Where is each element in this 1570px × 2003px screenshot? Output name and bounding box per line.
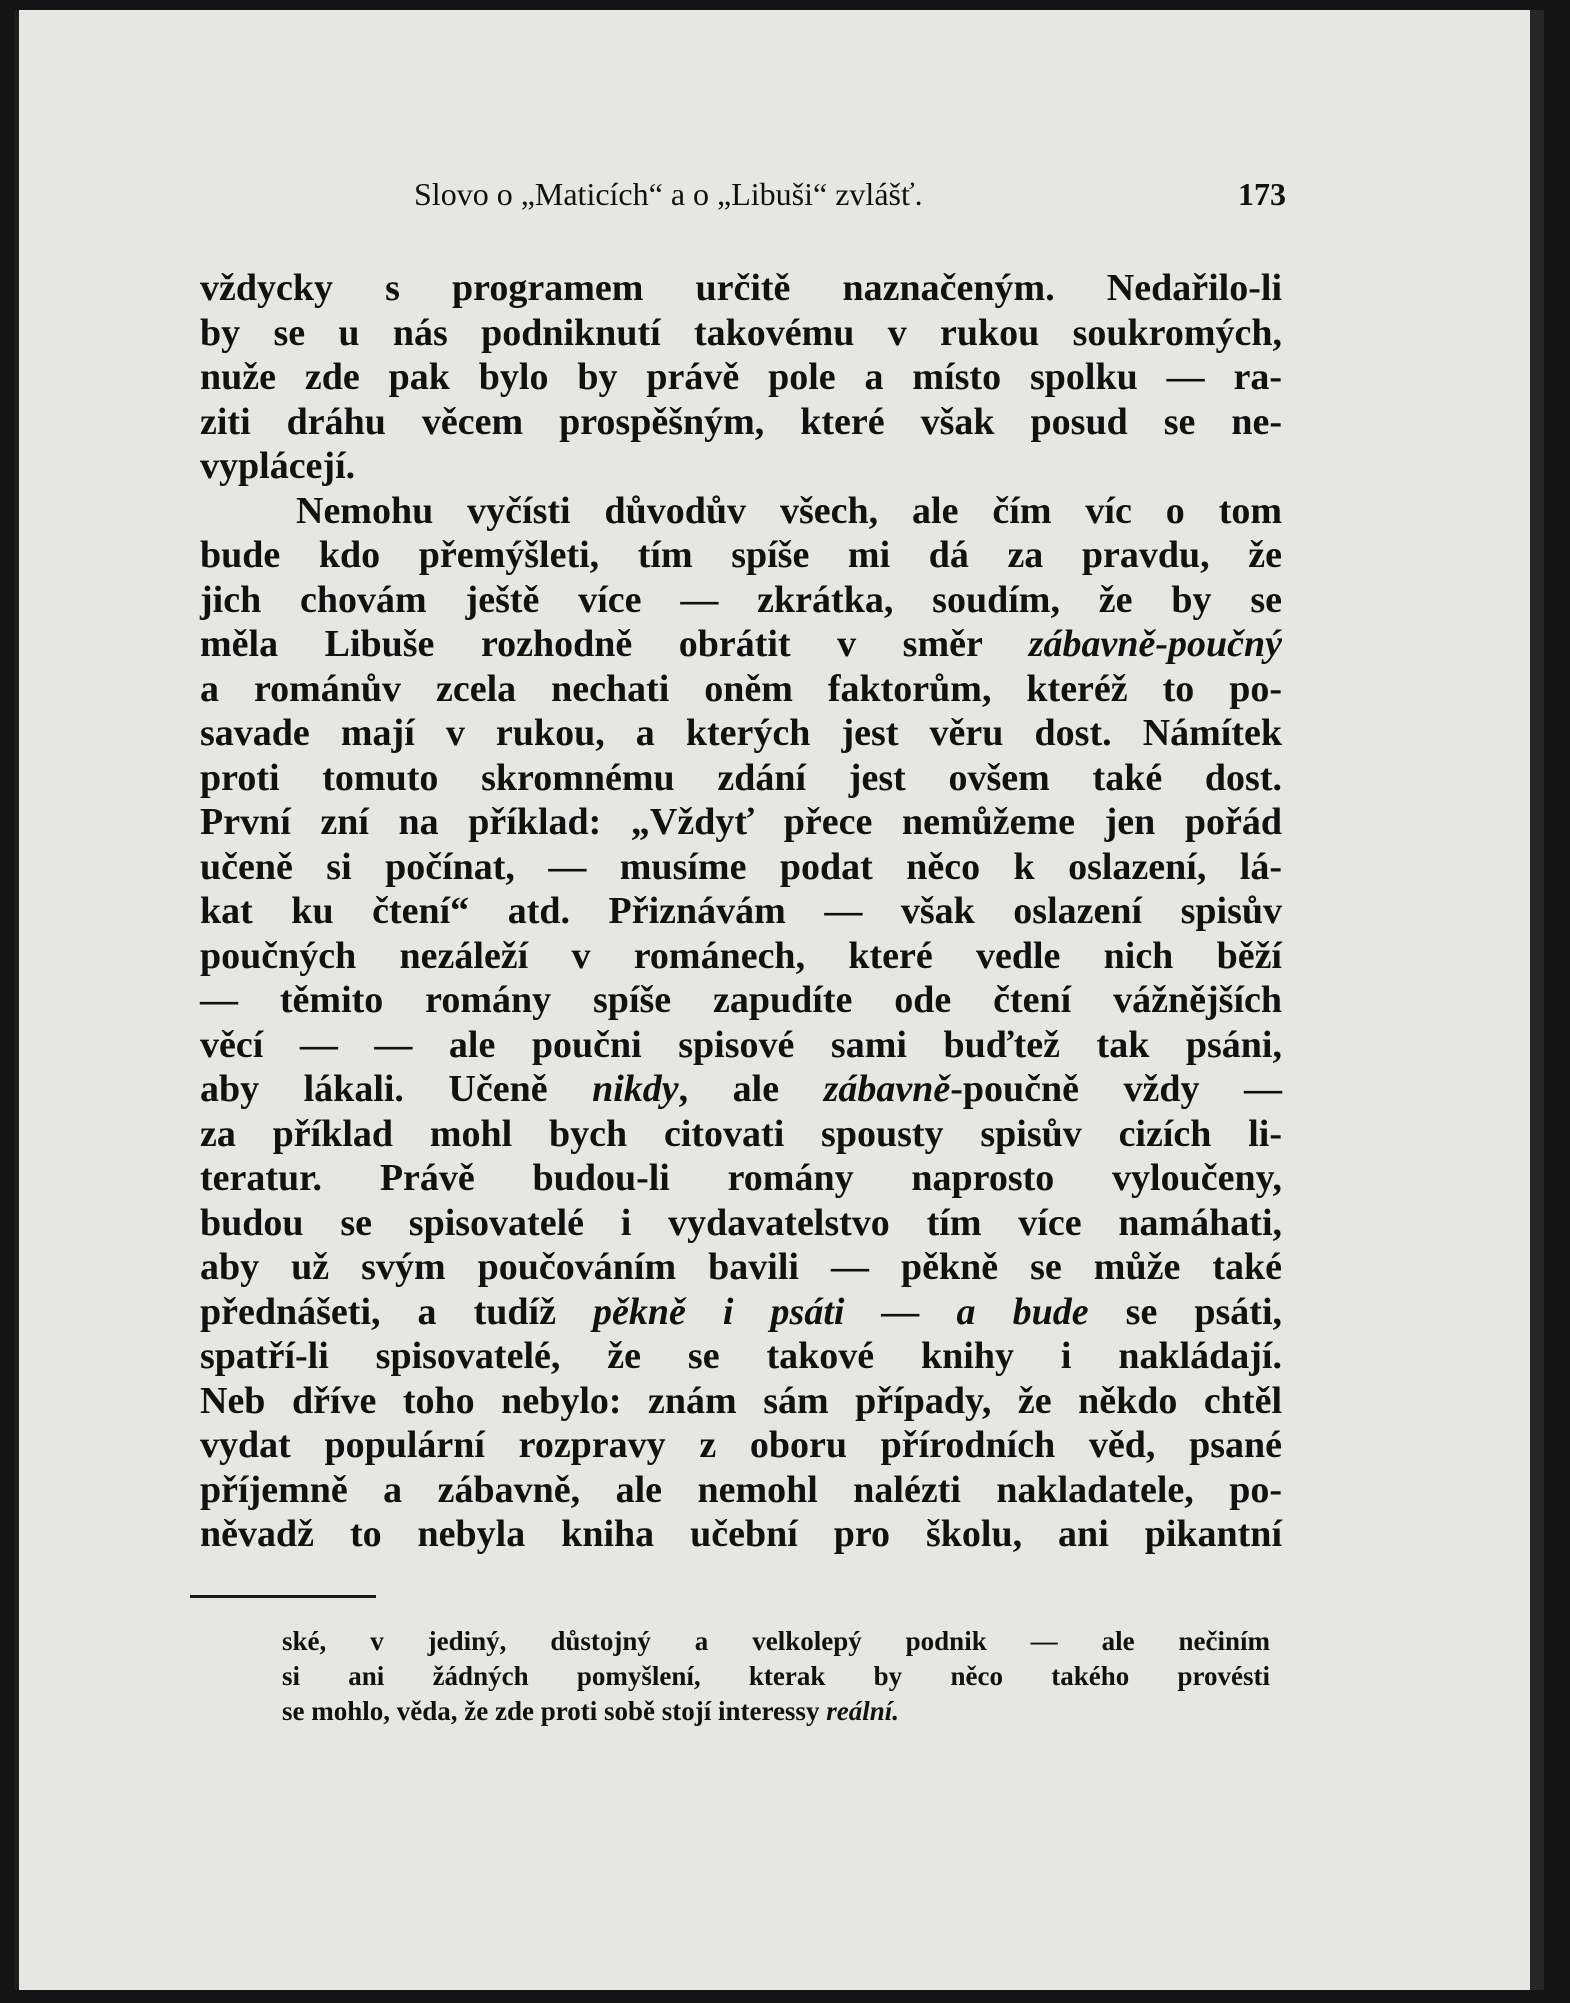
footnote-line: si ani žádných pomyšlení, kterak by něco takého provésti — [282, 1661, 1270, 1691]
page-number: 173 — [1238, 176, 1286, 212]
text-run: přednášeti, a tudíž — [200, 1290, 594, 1333]
running-title: Slovo o „Maticích“ a o „Libuši“ zvlášť. — [414, 176, 923, 212]
text-line — [200, 1290, 1282, 1335]
text-line — [200, 1067, 1282, 1112]
text-line: vyplácejí. — [200, 445, 356, 487]
text-line: kat ku čtení“ atd. Přiznávám — však oslazení spisův — [200, 890, 1282, 932]
footnote-line: ské, v jediný, důstojný a velkolepý podnik — ale nečiním — [282, 1626, 1270, 1656]
text-line: učeně si počínat, — musíme podat něco k oslazení, lá- — [200, 845, 1282, 888]
text-line: aby už svým poučováním bavili — pěkně se může také — [200, 1246, 1282, 1288]
emphasis: nikdy — [592, 1068, 679, 1110]
scan-edge-left — [14, 10, 19, 1990]
scan-edge-right — [1530, 10, 1544, 1990]
text-line: a románův zcela nechati oněm faktorům, kteréž to po- — [200, 667, 1282, 710]
text-run: se mohlo, věda, že zde proti sobě stojí interessy — [282, 1696, 827, 1726]
text-run: , ale — [678, 1068, 824, 1110]
book-page — [14, 10, 1544, 1990]
footnote-rule — [190, 1595, 376, 1598]
text-line: příjemně a zábavně, ale nemohl nalézti nakladatele, po- — [200, 1468, 1282, 1511]
text-run: aby lákali. Učeně — [200, 1068, 593, 1110]
footnote-line — [282, 1694, 1270, 1729]
text-line: vydat populární rozpravy z oboru přírodních věd, psané — [200, 1424, 1282, 1466]
emphasis: zábavně-poučný — [1028, 623, 1282, 665]
text-line: teratur. Právě budou-li romány naprosto vyloučeny, — [200, 1157, 1282, 1199]
text-run: se psáti, — [1088, 1290, 1283, 1333]
footnote — [282, 1624, 1270, 1729]
text-line: ziti dráhu věcem prospěšným, které však posud se ne- — [200, 400, 1282, 443]
text-line — [200, 622, 1282, 667]
text-line: by se u nás podniknutí takovému v rukou soukromých, — [200, 311, 1282, 354]
emphasis: reální. — [826, 1696, 899, 1726]
text-line: spatří-li spisovatelé, že se takové knihy i nakládají. — [200, 1335, 1282, 1377]
text-line: savade mají v rukou, a kterých jest věru dost. Námítek — [200, 712, 1282, 754]
text-line: poučných nezáleží v románech, které vedle nich běží — [200, 934, 1282, 977]
text-run: měla Libuše rozhodně obrátit v směr — [200, 623, 1029, 665]
text-line: bude kdo přemýšleti, tím spíše mi dá za pravdu, že — [200, 534, 1282, 576]
text-line: Nemohu vyčísti důvodův všech, ale čím víc o tom — [296, 489, 1282, 532]
text-line: nuže zde pak bylo by právě pole a místo spolku — ra- — [200, 356, 1282, 398]
text-line: První zní na příklad: „Vždyť přece nemůžeme jen pořád — [200, 801, 1282, 843]
text-run: -poučně vždy — — [950, 1068, 1282, 1110]
text-line: jich chovám ještě více — zkrátka, soudím, že by se — [200, 578, 1282, 621]
body-text — [200, 266, 1282, 1557]
text-line: Neb dříve toho nebylo: znám sám případy, že někdo chtěl — [200, 1379, 1282, 1422]
text-line: vždycky s programem určitě naznačeným. Nedařilo-li — [200, 267, 1282, 309]
text-line: věcí — — ale poučni spisové sami buďtež tak psáni, — [200, 1023, 1282, 1066]
text-line: proti tomuto skromnému zdání jest ovšem také dost. — [200, 756, 1282, 799]
text-line: něvadž to nebyla kniha učební pro školu, ani pikantní — [200, 1513, 1282, 1555]
text-line: za příklad mohl bych citovati spousty spisův cizích li- — [200, 1112, 1282, 1155]
emphasis: pěkně i psáti — a bude — [593, 1290, 1089, 1333]
text-line: — těmito romány spíše zapudíte ode čtení vážnějších — [200, 979, 1282, 1021]
text-line: budou se spisovatelé i vydavatelstvo tím více namáhati, — [200, 1201, 1282, 1244]
emphasis: zábavně — [823, 1068, 951, 1110]
